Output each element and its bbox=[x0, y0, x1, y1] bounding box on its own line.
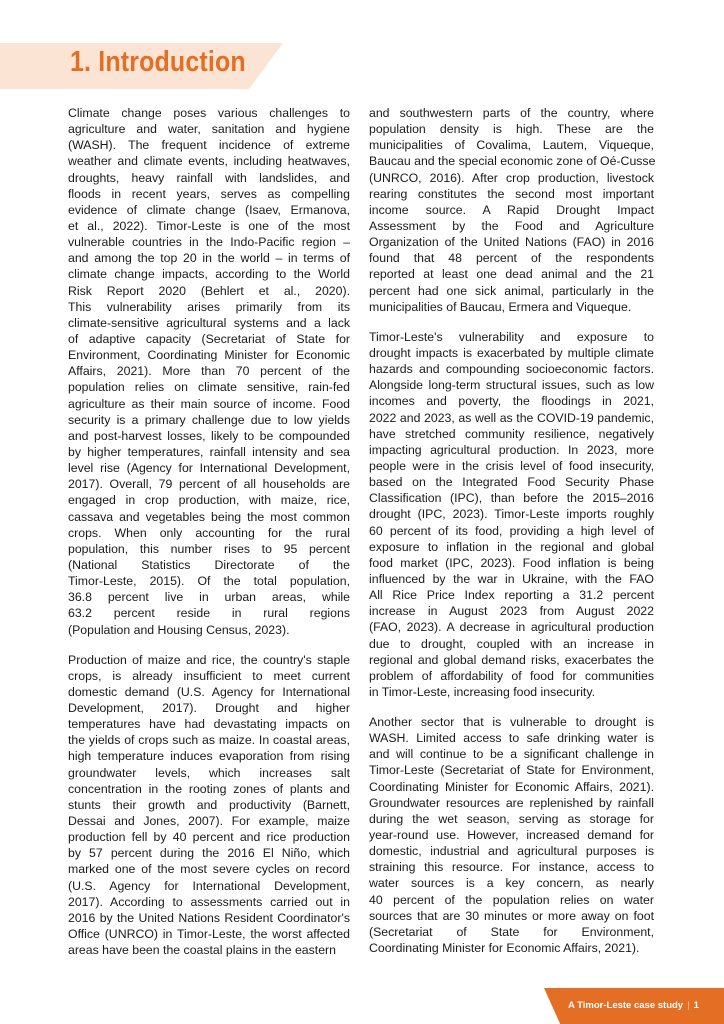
text-line: crops, is already insufficient to meet current bbox=[68, 668, 350, 683]
text-line: 2017). Overall, 79 percent of all households are bbox=[68, 477, 350, 492]
text-line: and will continue to be a significant challenge in bbox=[369, 747, 654, 762]
paragraph bbox=[369, 714, 654, 956]
text-line: regional and global demand risks, exacerbates the bbox=[369, 652, 654, 667]
text-line: Classification (IPC), than before the 2015–2016 bbox=[369, 491, 654, 506]
paragraph bbox=[369, 329, 654, 700]
text-line: agriculture and water, sanitation and hygiene bbox=[68, 122, 350, 137]
text-line: Timor-Leste, 2015). Of the total population, bbox=[68, 574, 350, 589]
text-line: 40 percent of the population relies on water bbox=[369, 892, 654, 907]
text-line: by 57 percent during the 2016 El Niño, which bbox=[68, 846, 350, 861]
text-line: vulnerable countries in the Indo-Pacific region – bbox=[68, 235, 350, 250]
text-line: water sources is a key concern, as nearly bbox=[369, 876, 654, 891]
text-line: domestic, industrial and agricultural purposes is bbox=[369, 844, 654, 859]
text-line: level rise (Agency for International Development, bbox=[68, 461, 350, 476]
text-line: in Timor-Leste, increasing food insecurity. bbox=[369, 684, 595, 699]
text-line: 2017). According to assessments carried out in bbox=[68, 894, 350, 909]
text-line: influenced by the war in Ukraine, with the FAO bbox=[369, 571, 654, 586]
text-line: Climate change poses various challenges to bbox=[68, 106, 350, 120]
text-line: (FAO, 2023). A decrease in agricultural production bbox=[369, 620, 654, 635]
text-line: year-round use. However, increased demand for bbox=[369, 828, 654, 843]
text-line: municipalities of Covalima, Lautem, Viqueque, bbox=[369, 138, 654, 153]
text-line: Assessment by the Food and Agriculture bbox=[369, 218, 654, 233]
running-title: A Timor-Leste case study bbox=[568, 1000, 684, 1011]
text-line: 63.2 percent reside in rural regions bbox=[68, 606, 350, 621]
paragraph bbox=[68, 105, 350, 638]
text-line: concentration in the rooting zones of plants and bbox=[68, 781, 350, 796]
text-line: 60 percent of its food, providing a high level of bbox=[369, 523, 654, 538]
text-line: straining this resource. For instance, access to bbox=[369, 860, 654, 875]
text-line: due to drought, coupled with an increase in bbox=[369, 636, 654, 651]
text-line: Environment, Coordinating Minister for Economic bbox=[68, 348, 350, 363]
text-line: Baucau and the special economic zone of Oé-Cusse bbox=[369, 154, 656, 169]
text-line: evidence of climate change (Isaev, Ermanova, bbox=[68, 202, 350, 217]
text-line: weather and climate events, including heatwaves, bbox=[68, 154, 350, 169]
text-line: found that 48 percent of the respondents bbox=[369, 251, 654, 266]
text-line: temperatures have had devastating impacts on bbox=[68, 717, 350, 732]
text-line: income source. A Rapid Drought Impact bbox=[369, 202, 654, 217]
text-line: food market (IPC, 2023). Food inflation is being bbox=[369, 555, 654, 570]
text-line: agriculture as their main source of income. Food bbox=[68, 396, 350, 411]
text-line: production fell by 40 percent and rice production bbox=[68, 830, 350, 845]
text-line: based on the Integrated Food Security Phase bbox=[369, 475, 654, 490]
page-title: 1. Introduction bbox=[70, 46, 246, 78]
text-line: (U.S. Agency for International Development, bbox=[68, 878, 350, 893]
text-line: cassava and vegetables being the most common bbox=[68, 509, 350, 524]
text-line: stunts their growth and productivity (Barnett, bbox=[68, 797, 350, 812]
text-line: during the wet season, serving as storage for bbox=[369, 811, 654, 826]
text-line: security is a primary challenge due to low yields bbox=[68, 412, 350, 427]
text-line: sources that are 30 minutes or more away on foot bbox=[369, 908, 654, 923]
text-line: high temperature induces evaporation from rising bbox=[68, 749, 350, 764]
text-line: of adaptive capacity (Secretariat of State for bbox=[68, 331, 350, 346]
text-line: (National Statistics Directorate of the bbox=[68, 557, 350, 572]
text-line: droughts, heavy rainfall with landslides, and bbox=[68, 170, 350, 185]
text-line: Alongside long-term structural issues, such as low bbox=[369, 378, 654, 393]
text-line: Affairs, 2021). More than 70 percent of the bbox=[68, 364, 350, 379]
text-line: rearing constitutes the second most important bbox=[369, 186, 654, 201]
text-line: by higher temperatures, rainfall intensity and sea bbox=[68, 444, 350, 459]
text-line: This vulnerability arises primarily from its bbox=[68, 299, 350, 314]
text-line: impacting agricultural production. In 2023, more bbox=[369, 442, 654, 457]
text-line: population density is high. These are the bbox=[369, 122, 654, 137]
text-line: incomes and poverty, the floodings in 2021, bbox=[369, 394, 654, 409]
text-line: have stretched community resilience, negatively bbox=[369, 426, 654, 441]
text-line: the yields of crops such as maize. In coastal areas, bbox=[68, 733, 350, 748]
text-line: areas have been the coastal plains in the eastern bbox=[68, 943, 336, 958]
text-line: and among the top 20 in the world – in terms of bbox=[68, 251, 350, 266]
text-line: crops. When only accounting for the rural bbox=[68, 525, 350, 540]
text-line: percent had one sick animal, particularly in the bbox=[369, 283, 654, 298]
text-line: population, this number rises to 95 percent bbox=[68, 541, 350, 556]
page-number: 1 bbox=[693, 1000, 699, 1011]
text-line: Development, 2017). Drought and higher bbox=[68, 701, 350, 716]
text-line: marked one of the most severe cycles on record bbox=[68, 862, 350, 877]
text-line: et al., 2022). Timor-Leste is one of the most bbox=[68, 218, 350, 233]
text-line: climate change impacts, according to the World bbox=[68, 267, 350, 282]
text-line: Timor-Leste (Secretariat of State for Environment, bbox=[369, 763, 654, 778]
text-line: Dessai and Jones, 2007). For example, maize bbox=[68, 814, 350, 829]
footer-label bbox=[568, 1000, 699, 1011]
text-line: WASH. Limited access to safe drinking water is bbox=[369, 731, 654, 746]
text-line: (Secretariat of State for Environment, bbox=[369, 924, 654, 939]
paragraph bbox=[68, 652, 350, 959]
text-line: drought impacts is exacerbated by multiple climate bbox=[369, 345, 654, 360]
text-line: floods in recent years, serves as compelling bbox=[68, 186, 350, 201]
text-line: Another sector that is vulnerable to drought is bbox=[369, 715, 654, 730]
text-line: domestic demand (U.S. Agency for International bbox=[68, 684, 350, 699]
text-line: 2016 by the United Nations Resident Coordinator's bbox=[68, 910, 350, 925]
text-line: Production of maize and rice, the country's staple bbox=[68, 652, 350, 667]
text-line: and post-harvest losses, likely to be compounded bbox=[68, 428, 350, 443]
footer-separator: | bbox=[687, 1000, 690, 1011]
text-line: population relies on climate sensitive, rain-fed bbox=[68, 380, 350, 395]
text-line: Organization of the United Nations (FAO) in 2016 bbox=[369, 235, 654, 250]
text-line: problem of affordability of food for communities bbox=[369, 668, 654, 683]
text-line: Timor-Leste's vulnerability and exposure to bbox=[369, 329, 654, 344]
text-line: people were in the crisis level of food insecurity, bbox=[369, 458, 654, 473]
text-line: (WASH). The frequent incidence of extreme bbox=[68, 138, 350, 153]
paragraph bbox=[369, 105, 654, 315]
text-line: increase in August 2023 from August 2022 bbox=[369, 604, 654, 619]
text-line: 2022 and 2023, as well as the COVID-19 pandemic, bbox=[369, 410, 654, 425]
text-line: climate-sensitive agricultural systems and a lack bbox=[68, 315, 350, 330]
text-line: groundwater levels, which increases salt bbox=[68, 765, 350, 780]
text-line: hazards and compounding socioeconomic factors. bbox=[369, 362, 654, 377]
text-line: Coordinating Minister for Economic Affairs, 2021). bbox=[369, 941, 640, 956]
text-line: and southwestern parts of the country, where bbox=[369, 106, 654, 120]
text-line: reported at least one dead animal and the 21 bbox=[369, 267, 654, 282]
text-line: 36.8 percent live in urban areas, while bbox=[68, 590, 350, 605]
text-line: Risk Report 2020 (Behlert et al., 2020). bbox=[68, 283, 350, 298]
text-line: All Rice Price Index reporting a 31.2 percent bbox=[369, 588, 654, 603]
text-line: Groundwater resources are replenished by rainfall bbox=[369, 795, 654, 810]
text-line: municipalities of Baucau, Ermera and Viqueque. bbox=[369, 299, 632, 314]
text-line: drought (IPC, 2023). Timor-Leste imports roughly bbox=[369, 507, 654, 522]
text-line: engaged in crop production, with maize, rice, bbox=[68, 493, 350, 508]
left-column bbox=[68, 105, 350, 958]
right-column bbox=[369, 105, 654, 956]
text-line: Coordinating Minister for Economic Affairs, 2021). bbox=[369, 779, 654, 794]
text-line: (UNRCO, 2016). After crop production, livestock bbox=[369, 170, 654, 185]
text-line: exposure to inflation in the regional and global bbox=[369, 539, 654, 554]
text-line: Office (UNRCO) in Timor-Leste, the worst affected bbox=[68, 927, 350, 942]
text-line: (Population and Housing Census, 2023). bbox=[68, 622, 290, 637]
